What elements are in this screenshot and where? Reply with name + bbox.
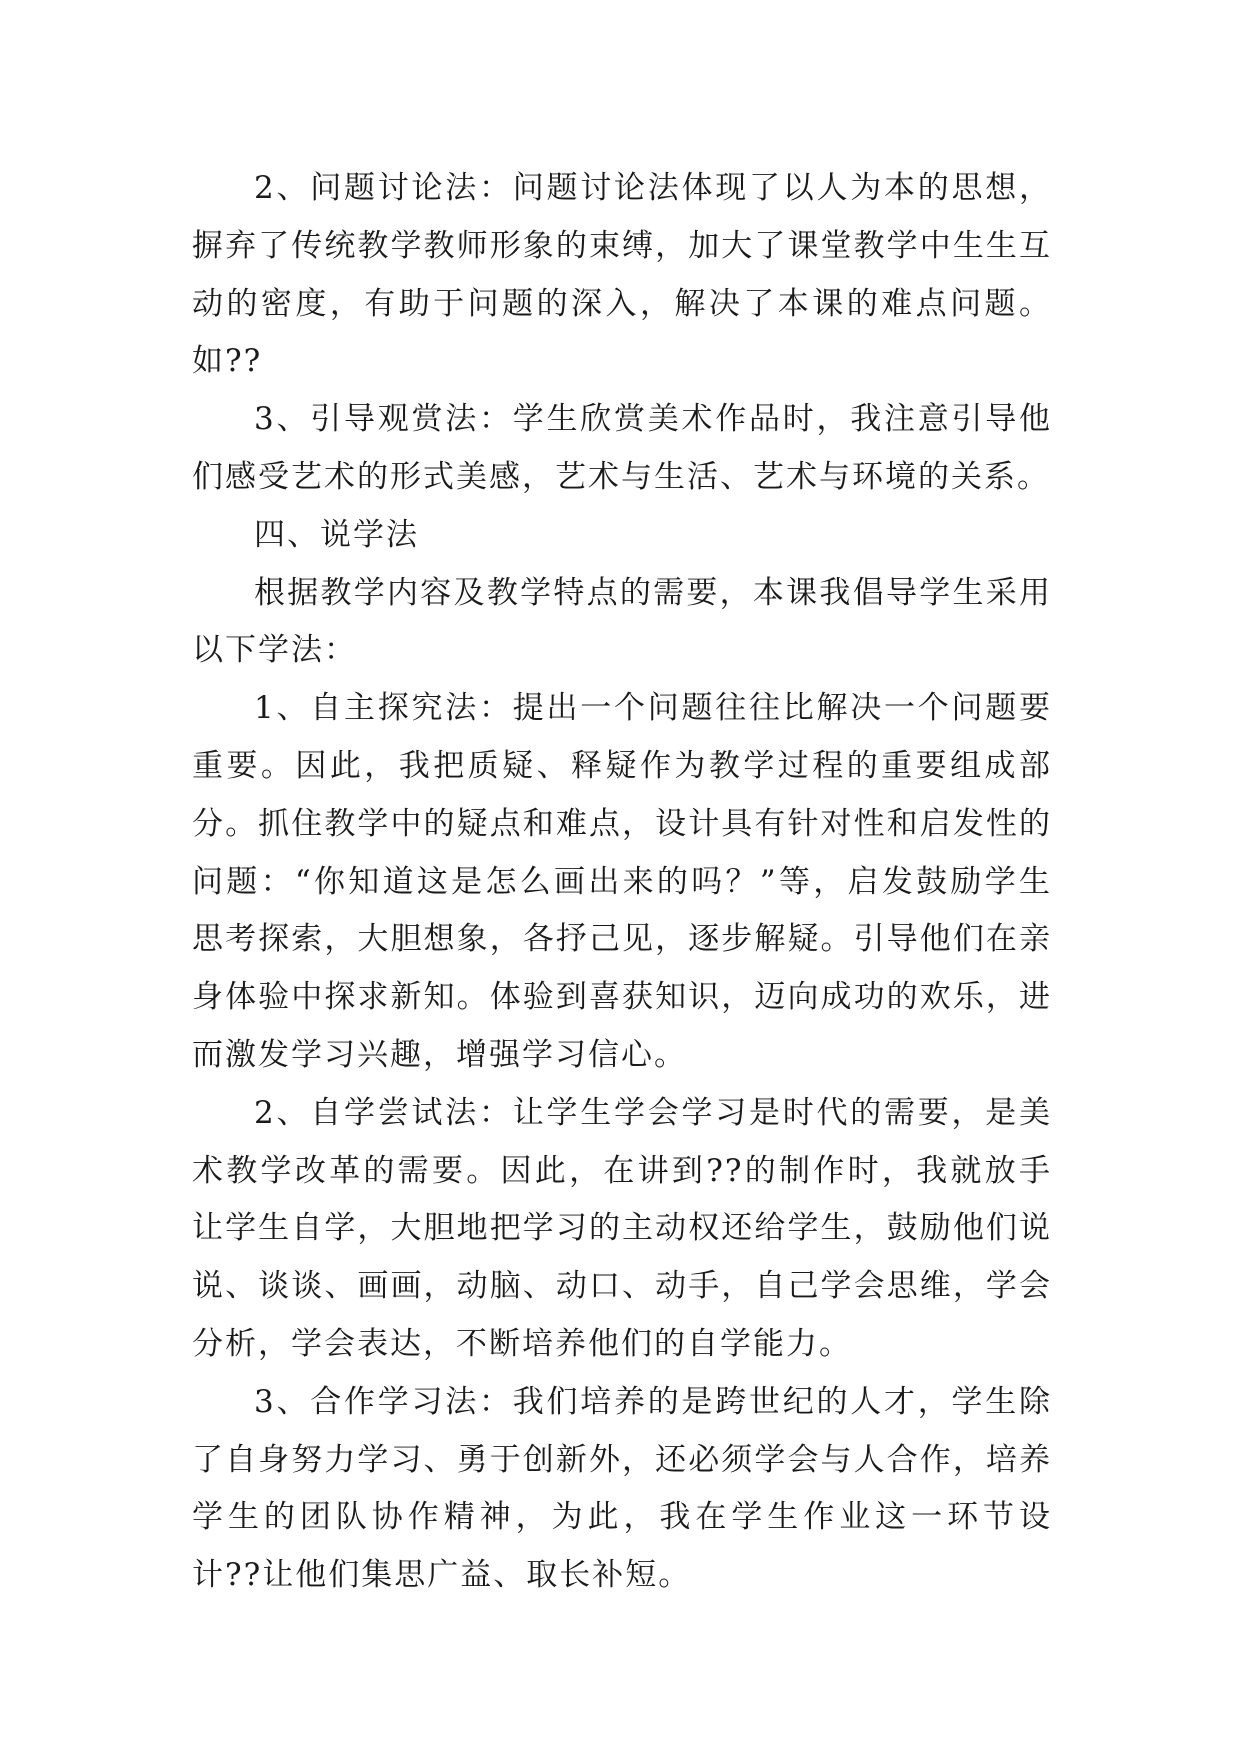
paragraph-method-self-exploration: 1、自主探究法：提出一个问题往往比解决一个问题要重要。因此，我把质疑、释疑作为教学过程的重要组成部分。抓住教学中的疑点和难点，设计具有针对性和启发性的问题：“你知道这是怎么画出来的吗？”等，启发鼓励学生思考探索，大胆想象，各抒己见，逐步解疑。引导他们在亲身体验中探求新知。体验到喜获知识，迈向成功的欢乐，进而激发学习兴趣，增强学习信心。 xyxy=(192,690,1052,1073)
paragraph-learning-methods-intro: 根据教学内容及教学特点的需要，本课我倡导学生采用以下学法： xyxy=(192,574,1052,669)
paragraph-method-problem-discussion: 2、问题讨论法：问题讨论法体现了以人为本的思想，摒弃了传统教学教师形象的束缚，加大了课堂教学中生生互动的密度，有助于问题的深入，解决了本课的难点问题。如?? xyxy=(192,170,1052,380)
document-body xyxy=(192,160,1052,1605)
paragraph-method-cooperative-learning: 3、合作学习法：我们培养的是跨世纪的人才，学生除了自身努力学习、勇于创新外，还必须学会与人合作，培养学生的团队协作精神，为此，我在学生作业这一环节设计??让他们集思广益、取长补短。 xyxy=(192,1383,1052,1594)
paragraph-method-guided-appreciation: 3、引导观赏法：学生欣赏美术作品时，我注意引导他们感受艺术的形式美感，艺术与生活、艺术与环境的关系。 xyxy=(192,401,1052,495)
paragraph-method-self-study: 2、自学尝试法：让学生学会学习是时代的需要，是美术教学改革的需要。因此，在讲到??的制作时，我就放手让学生自学，大胆地把学习的主动权还给学生，鼓励他们说说、谈谈、画画，动脑、动口、动手，自己学会思维，学会分析，学会表达，不断培养他们的自学能力。 xyxy=(192,1094,1052,1362)
section-heading-learning-methods: 四、说学法 xyxy=(254,516,419,553)
